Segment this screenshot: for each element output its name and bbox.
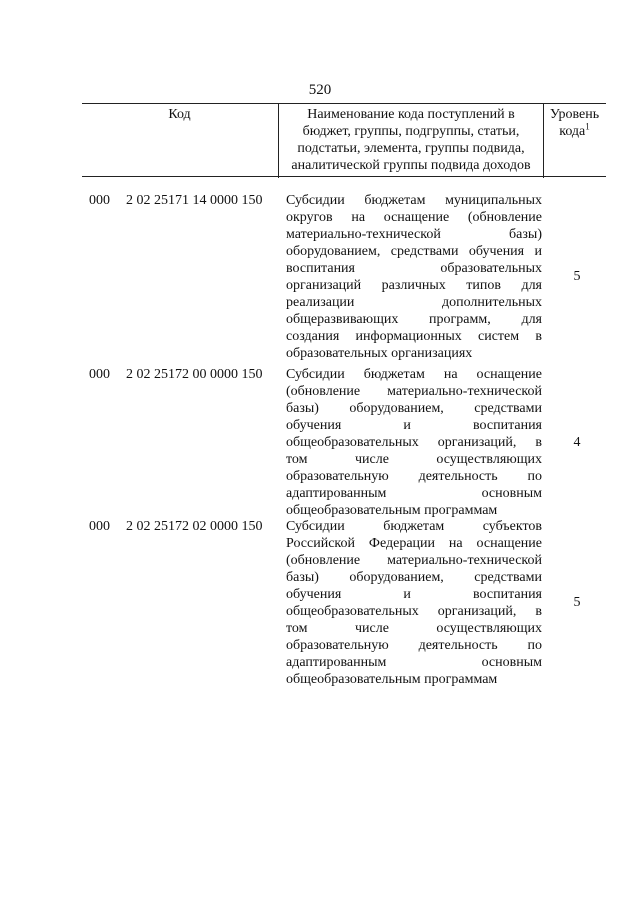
row-name-line: Субсидии бюджетам муниципальных [286,193,542,208]
row-level: 5 [573,595,581,610]
row-name-line: базы) оборудованием, средствами [286,570,542,585]
row-name-line: обучения и воспитания [286,418,542,433]
row-name-line: адаптированным основным [286,486,542,501]
row-name-line: общеразвивающих программ, для [286,312,542,327]
row-name-line: организаций различных типов для [286,278,542,293]
row-code: 2 02 25172 02 0000 150 [126,519,263,534]
table-header [82,103,606,177]
header-level-line2: кода [559,124,586,139]
header-level-footnote: 1 [585,121,590,132]
row-level: 5 [573,269,581,284]
row-name-line: общеобразовательных организаций, в [286,435,542,450]
row-name-line: общеобразовательных организаций, в [286,604,542,619]
row-name-line: образовательную деятельность по [286,469,542,484]
row-name-line: создания информационных систем в [286,329,542,344]
row-prefix: 000 [89,519,110,534]
page-number: 520 [308,82,332,98]
row-name-line: Субсидии бюджетам субъектов [286,519,542,534]
row-name [286,192,542,362]
row-name [286,366,542,519]
row-name-line: том числе осуществляющих [286,452,542,467]
row-prefix: 000 [89,367,110,382]
header-level-line2-wrap [543,123,606,140]
header-name-line: подстатьи, элемента, группы подвида, [297,141,525,156]
row-prefix: 000 [89,193,110,208]
header-name-line: аналитической группы подвида доходов [291,158,531,173]
row-name-line: воспитания образовательных [286,261,542,276]
row-code: 2 02 25172 00 0000 150 [126,367,263,382]
row-level: 4 [573,435,581,450]
row-code: 2 02 25171 14 0000 150 [126,193,263,208]
header-name [278,104,544,178]
row-name-line: материально-технической базы) [286,227,542,242]
row-name-line: реализации дополнительных [286,295,542,310]
row-name-line: округов на оснащение (обновление [286,210,542,225]
header-level-line1: Уровень [549,107,600,122]
row-name-line: образовательных организациях [286,346,473,361]
row-name-line: Российской Федерации на оснащение [286,536,542,551]
row-name-line: оборудованием, средствами обучения и [286,244,542,259]
row-name-line: адаптированным основным [286,655,542,670]
row-name-line: (обновление материально-технической [286,553,542,568]
header-code: Код [168,107,191,122]
row-name-line: базы) оборудованием, средствами [286,401,542,416]
header-name-line: Наименование кода поступлений в [307,107,515,122]
row-name-line: обучения и воспитания [286,587,542,602]
header-level [543,104,606,178]
row-name-line: том числе осуществляющих [286,621,542,636]
header-name-line: бюджет, группы, подгруппы, статьи, [302,124,520,139]
row-name-line: Субсидии бюджетам на оснащение [286,367,542,382]
row-name [286,518,542,688]
row-name-line: (обновление материально-технической [286,384,542,399]
row-name-line: общеобразовательным программам [286,503,498,518]
row-name-line: общеобразовательным программам [286,672,498,687]
row-name-line: образовательную деятельность по [286,638,542,653]
